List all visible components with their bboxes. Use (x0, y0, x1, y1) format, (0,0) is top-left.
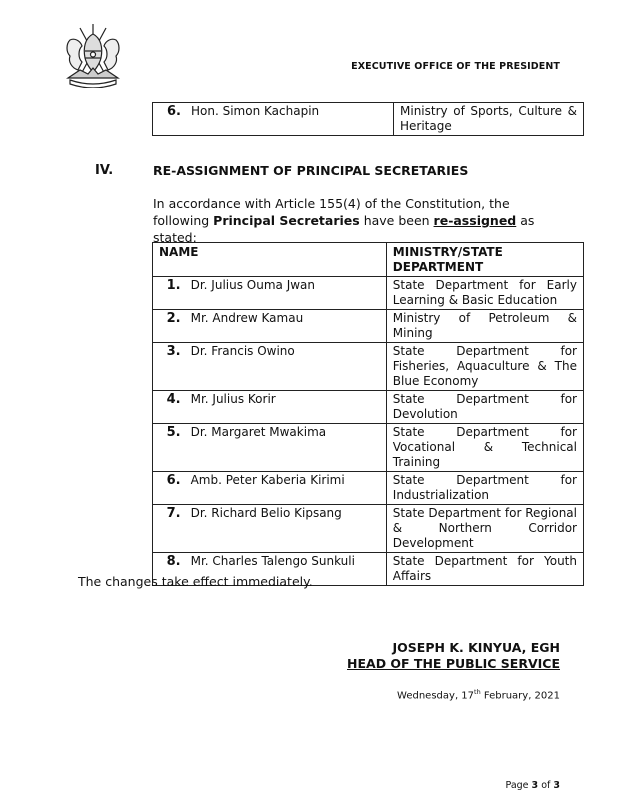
row-ministry: State Department for Fisheries, Aquaculture & The Blue Economy (386, 343, 583, 391)
row-name: Dr. Francis Owino (185, 343, 387, 391)
intro-text-2: have been (359, 213, 434, 228)
row-ministry: State Department for Vocational & Technical Training (386, 424, 583, 472)
table-row (153, 424, 584, 472)
intro-text-1: In accordance with Article 155(4) of the Constitution, the following (153, 196, 510, 228)
table-row (153, 472, 584, 505)
table-row (153, 391, 584, 424)
intro-underlined: re-assigned (433, 213, 517, 228)
row-name: Amb. Peter Kaberia Kirimi (185, 472, 387, 505)
row-ministry: State Department for Devolution (386, 391, 583, 424)
row-ministry: Ministry of Petroleum & Mining (386, 310, 583, 343)
intro-text-3: as stated: (153, 213, 535, 245)
row-number: 6. (153, 472, 185, 505)
document-date (300, 688, 560, 701)
row-number: 2. (153, 310, 185, 343)
effect-statement: The changes take effect immediately. (78, 574, 313, 589)
section-number: IV. (95, 163, 114, 178)
row-number: 5. (153, 424, 185, 472)
page-total: 3 (553, 780, 560, 791)
row-name: Dr. Julius Ouma Jwan (185, 277, 387, 310)
signer-title: HEAD OF THE PUBLIC SERVICE (347, 656, 560, 671)
table-row (153, 505, 584, 553)
row-name: Mr. Andrew Kamau (185, 310, 387, 343)
row-ministry: Ministry of Sports, Culture & Heritage (394, 103, 584, 136)
signer-name: JOSEPH K. KINYUA, EGH (392, 640, 560, 655)
row-number: 6. (153, 103, 186, 136)
table-header-row (153, 243, 584, 277)
page-of: of (538, 780, 554, 791)
date-prefix: Wednesday, 17 (397, 690, 475, 702)
table-body (153, 277, 584, 586)
table-row (153, 103, 584, 136)
table-row (153, 310, 584, 343)
date-superscript: th (474, 688, 481, 696)
row-number: 1. (153, 277, 185, 310)
row-number: 7. (153, 505, 185, 553)
table-row (153, 343, 584, 391)
section-intro (153, 195, 563, 246)
row-name: Hon. Simon Kachapin (185, 103, 394, 136)
section-title: RE-ASSIGNMENT OF PRINCIPAL SECRETARIES (153, 163, 469, 178)
kenya-coat-of-arms-icon (58, 18, 128, 88)
row-name: Mr. Julius Korir (185, 391, 387, 424)
row-name: Mr. Charles Talengo Sunkuli (185, 553, 387, 586)
row-ministry: State Department for Industrialization (386, 472, 583, 505)
row-ministry: State Department for Regional & Northern Corridor Development (386, 505, 583, 553)
header-ministry: MINISTRY/STATE DEPARTMENT (386, 243, 583, 277)
row-name: Dr. Margaret Mwakima (185, 424, 387, 472)
previous-appointments-table (152, 102, 584, 136)
intro-bold: Principal Secretaries (213, 213, 360, 228)
row-ministry: State Department for Early Learning & Basic Education (386, 277, 583, 310)
table-row (153, 277, 584, 310)
header-name: NAME (153, 243, 387, 277)
page-word: Page (505, 780, 532, 791)
page-number (440, 780, 560, 791)
page-current: 3 (531, 780, 539, 791)
row-number: 3. (153, 343, 185, 391)
row-ministry: State Department for Youth Affairs (386, 553, 583, 586)
row-number: 4. (153, 391, 185, 424)
principal-secretaries-table (152, 242, 584, 586)
row-name: Dr. Richard Belio Kipsang (185, 505, 387, 553)
office-header: EXECUTIVE OFFICE OF THE PRESIDENT (351, 61, 560, 72)
row-number: 8. (153, 553, 185, 586)
date-suffix: February, 2021 (480, 690, 560, 702)
